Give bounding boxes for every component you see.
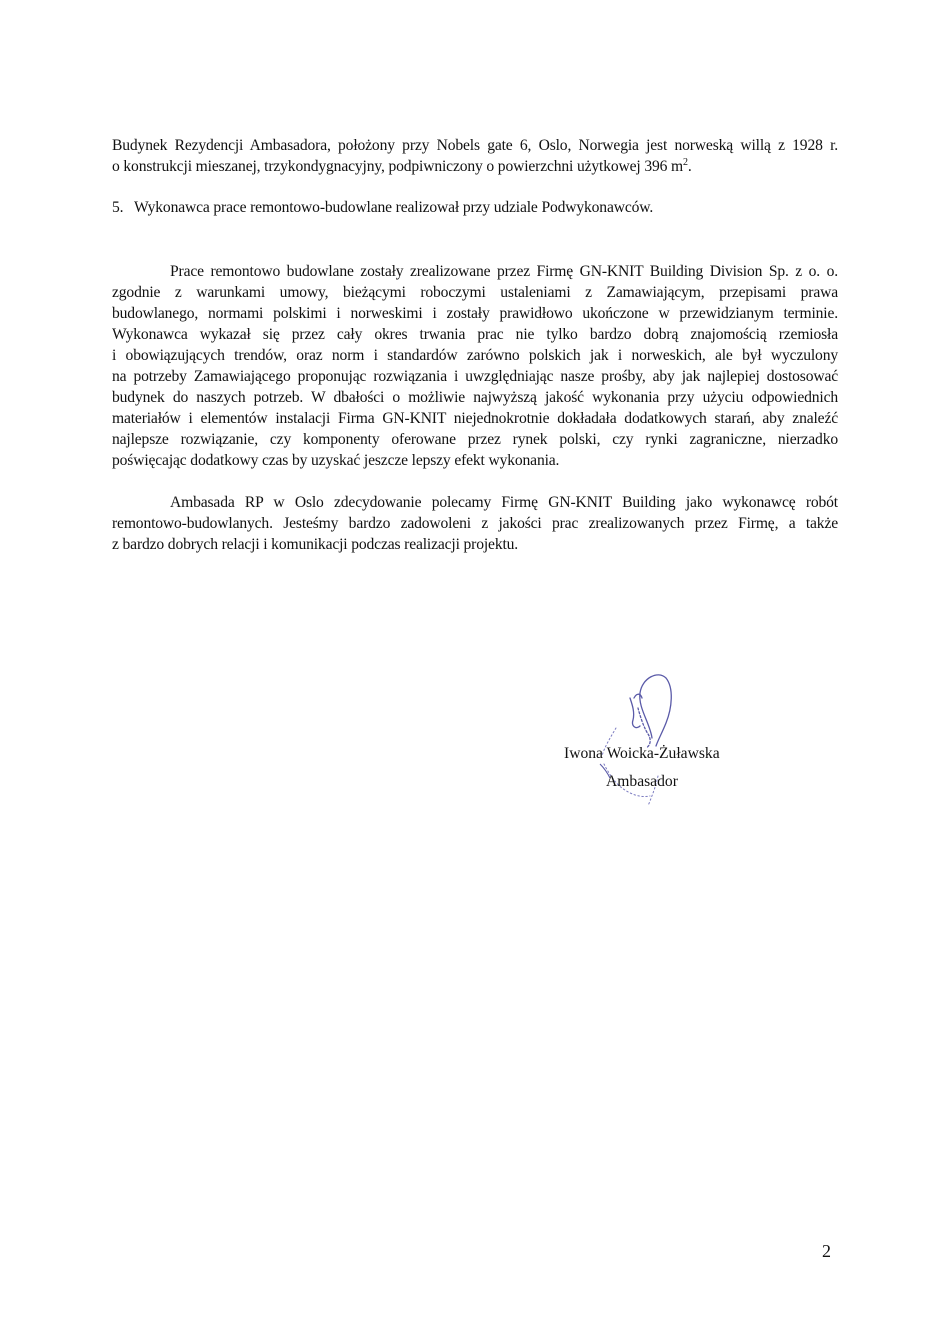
paragraph-1-line-3: budowlanego, normami polskimi i norweskimi i zostały prawidłowo ukończone w przewidzianym terminie.	[112, 305, 838, 322]
point-5-text: Wykonawca prace remontowo-budowlane realizował przy udziale Podwykonawców.	[134, 199, 654, 216]
intro-line-2-text: o konstrukcji mieszanej, trzykondygnacyjny, podpiwniczony o powierzchni użytkowej 396 m	[112, 158, 683, 175]
paragraph-1-line-8: materiałów i elementów instalacji Firma GN-KNIT niejednokrotnie dokładała dodatkowych starań, aby znaleźć	[112, 410, 838, 427]
signatory-title: Ambasador	[606, 773, 678, 790]
paragraph-1-line-1: Prace remontowo budowlane zostały zrealizowane przez Firmę GN-KNIT Building Division Sp. z o. o.	[170, 263, 838, 280]
paragraph-1-line-4: Wykonawca wykazał się przez cały okres trwania prac nie tylko bardzo dobrą znajomością rzemiosła	[112, 326, 838, 343]
intro-line-1: Budynek Rezydencji Ambasadora, położony przy Nobels gate 6, Oslo, Norwegia jest norweską willą z 1928 r.	[112, 137, 838, 154]
superscript-2: 2	[683, 156, 688, 168]
point-5-number: 5.	[112, 199, 124, 216]
paragraph-2-line-3: z bardzo dobrych relacji i komunikacji podczas realizacji projektu.	[112, 536, 519, 553]
paragraph-2-line-1: Ambasada RP w Oslo zdecydowanie polecamy Firmę GN-KNIT Building jako wykonawcę robót	[170, 494, 838, 511]
paragraph-1-line-10: poświęcając dodatkowy czas by uzyskać jeszcze lepszy efekt wykonania.	[112, 452, 560, 469]
intro-line-2-end: .	[687, 158, 692, 175]
paragraph-1-line-2: zgodnie z warunkami umowy, bieżącymi roboczymi ustaleniami z Zamawiającym, przepisami prawa	[112, 284, 838, 301]
intro-line-2	[112, 156, 838, 177]
paragraph-1-line-5: i obowiązujących trendów, oraz norm i standardów zarówno polskich jak i norweskich, ale był wyczulony	[112, 347, 838, 364]
page-number: 2	[822, 1241, 831, 1261]
signatory-name: Iwona Woicka-Żuławska	[564, 745, 720, 762]
paragraph-1-line-7: budynek do naszych potrzeb. W dbałości o możliwie najwyższą jakość wykonania przy użyciu odpowiednich	[112, 389, 838, 406]
point-5	[112, 197, 838, 218]
paragraph-1-line-6: na potrzeby Zamawiającego proponując rozwiązania i uwzględniając nasze prośby, aby jak najlepiej dostosować	[112, 368, 838, 385]
paragraph-2-line-2: remontowo-budowlanych. Jesteśmy bardzo zadowoleni z jakości prac zrealizowanych przez Firmę, a także	[112, 515, 838, 532]
paragraph-1-line-9: najlepsze rozwiązanie, czy komponenty oferowane przez rynek polski, czy rynki zagraniczne, nierzadko	[112, 431, 838, 448]
